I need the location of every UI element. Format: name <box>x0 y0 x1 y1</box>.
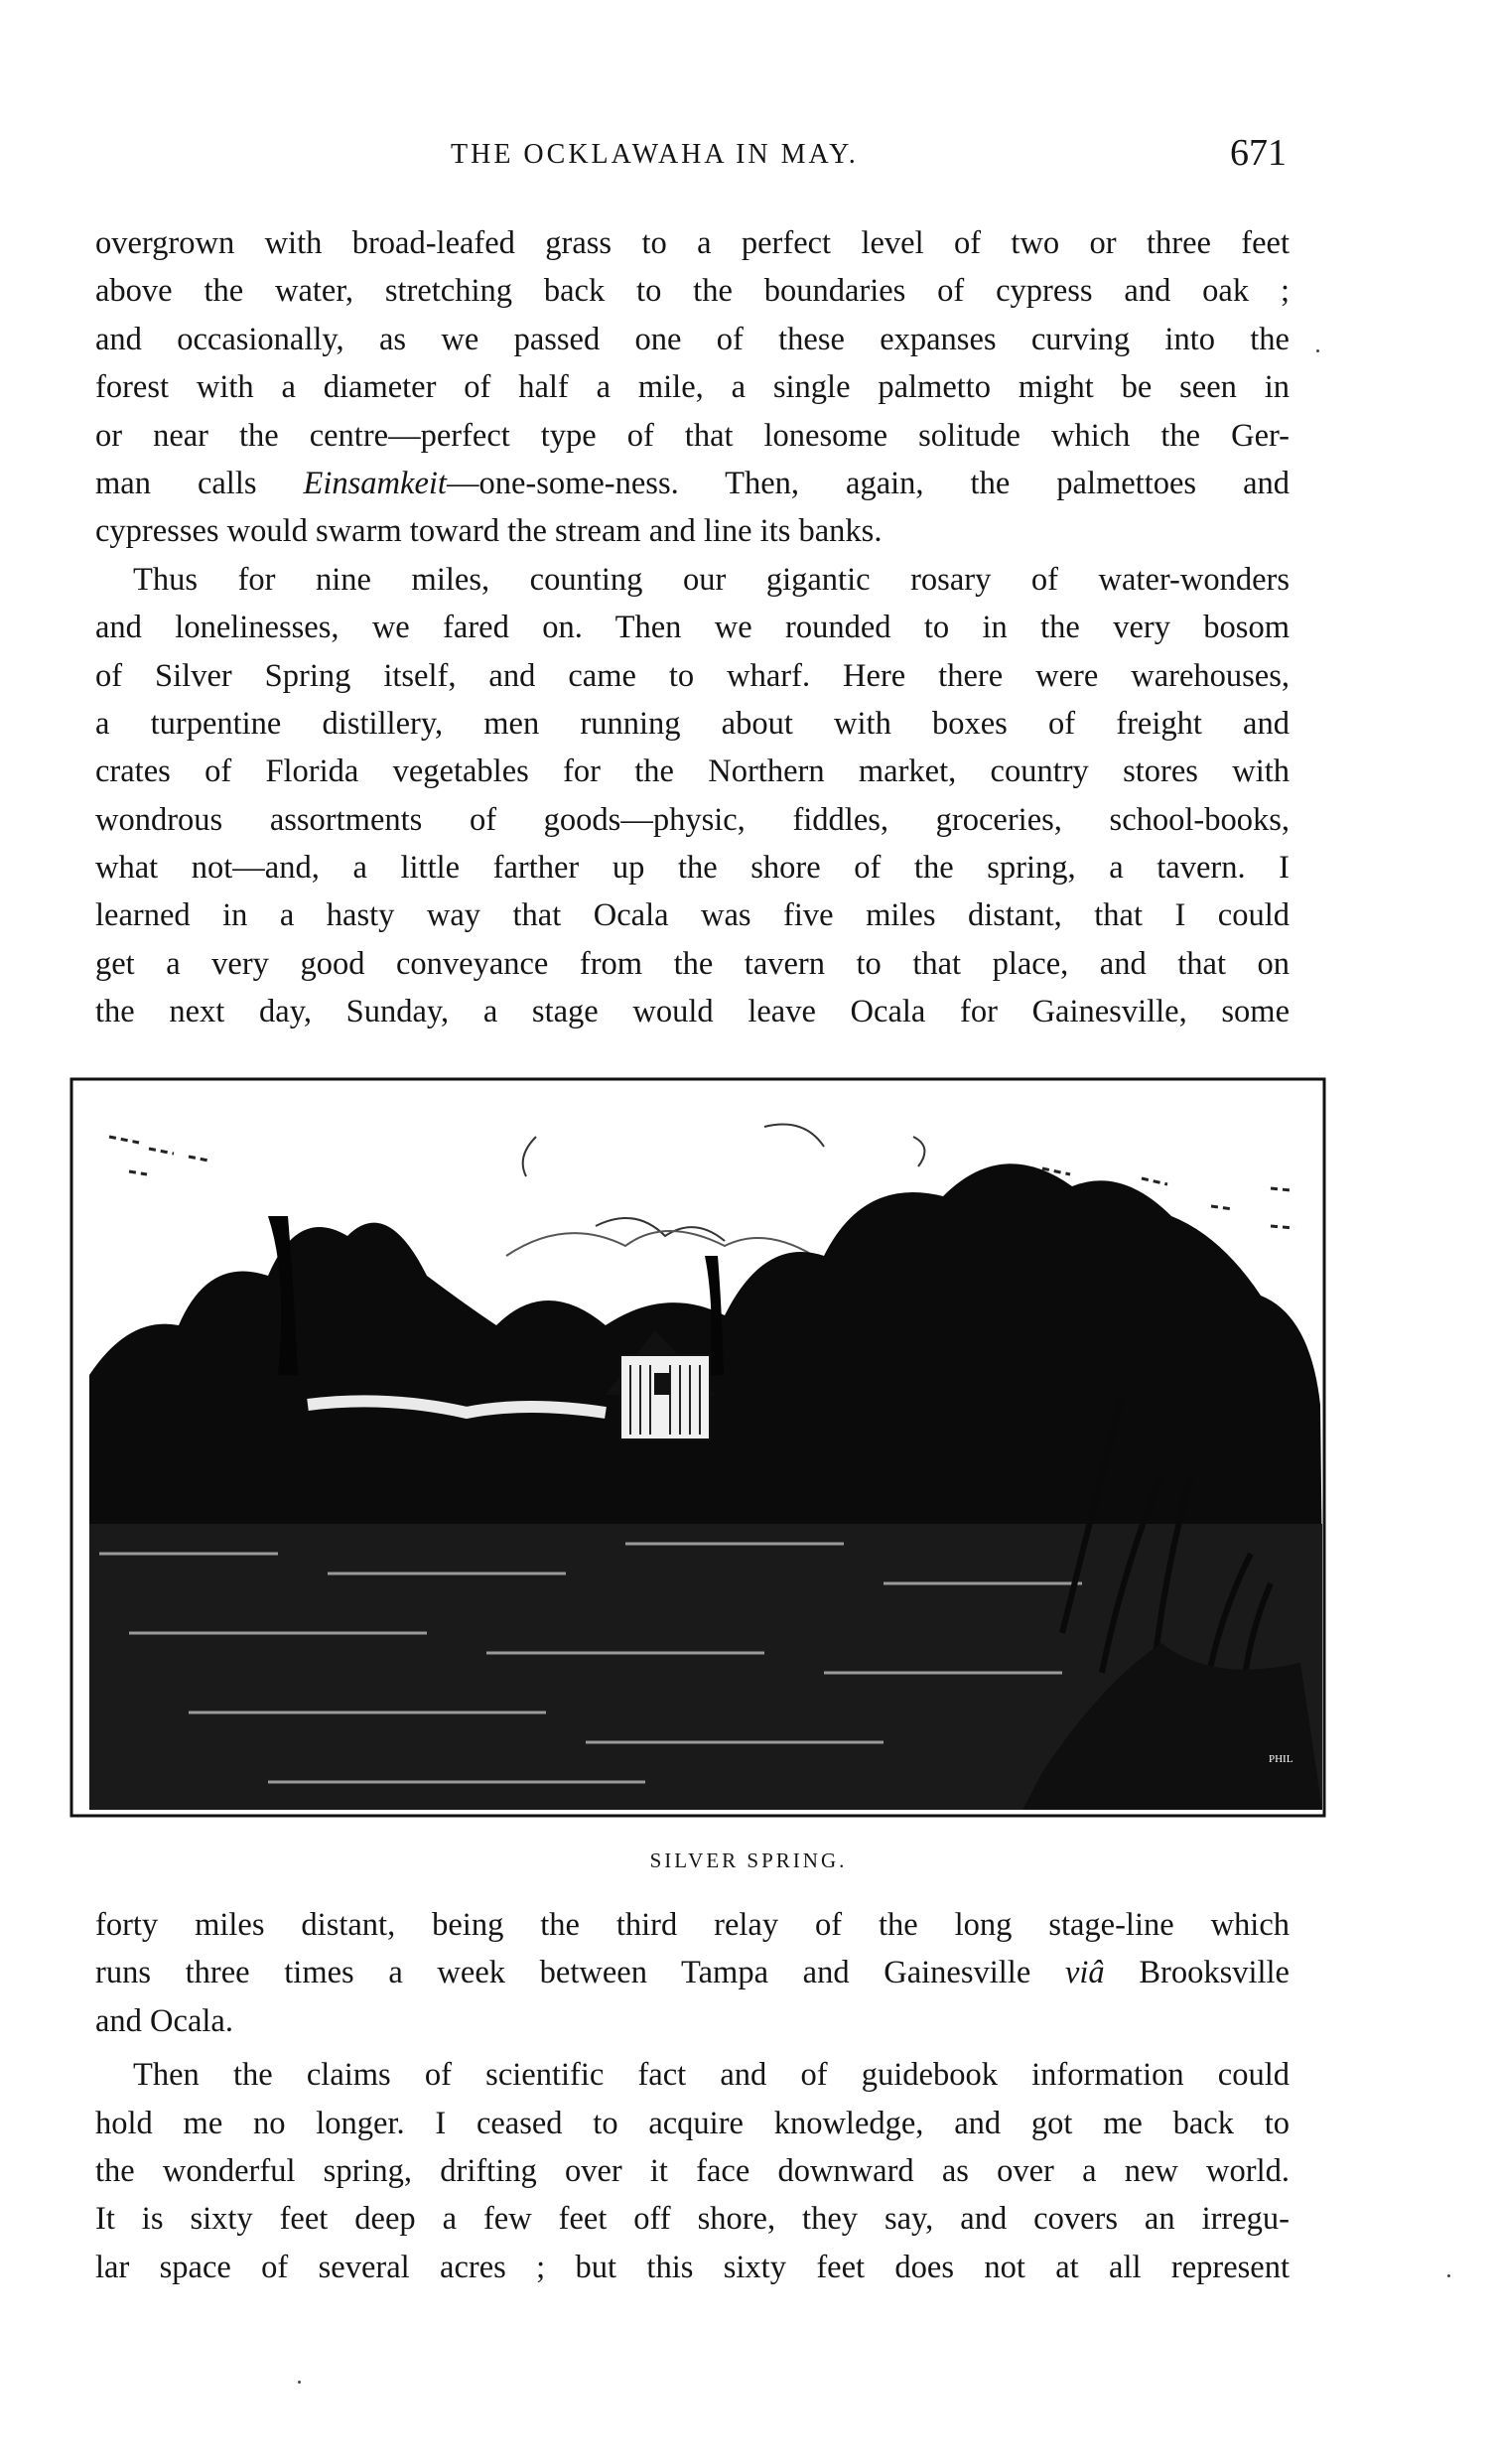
text-line: cypresses would swarm toward the stream and line its banks. <box>95 513 883 550</box>
text-line: lar space of several acres ; but this sixty feet does not at all represent <box>95 2249 1290 2285</box>
paper-speck <box>1316 349 1319 352</box>
text-line: hold me no longer. I ceased to acquire knowledge, and got me back to <box>95 2105 1290 2141</box>
illustration-caption: SILVER SPRING. <box>649 1848 848 1872</box>
text-line: crates of Florida vegetables for the Northern market, country stores with <box>95 753 1290 790</box>
body-text-top <box>95 219 1290 1036</box>
engraving-image <box>69 1077 1330 1820</box>
body-text-bottom <box>95 1901 1290 2291</box>
text-line: the wonderful spring, drifting over it face downward as over a new world. <box>95 2152 1290 2189</box>
text-line: forest with a diameter of half a mile, a single palmetto might be seen in <box>95 369 1290 406</box>
text-line: of Silver Spring itself, and came to wharf. Here there were warehouses, <box>95 657 1290 694</box>
running-head <box>95 131 1287 181</box>
paper-speck <box>1447 2274 1450 2277</box>
paper-speck <box>298 2381 301 2384</box>
text-line: the next day, Sunday, a stage would leave Ocala for Gainesville, some <box>95 994 1290 1030</box>
text-line: It is sixty feet deep a few feet off shore, they say, and covers an irregu- <box>95 2201 1290 2238</box>
text-line: wondrous assortments of goods—physic, fiddles, groceries, school-books, <box>95 801 1290 838</box>
text-line: above the water, stretching back to the boundaries of cypress and oak ; <box>95 273 1290 310</box>
page-number: 671 <box>1230 132 1287 174</box>
paragraph <box>95 556 1290 1036</box>
text-line: get a very good conveyance from the tavern to that place, and that on <box>95 945 1290 982</box>
text-line: and occasionally, as we passed one of these expanses curving into the <box>95 321 1290 357</box>
text-line: or near the centre—perfect type of that lonesome solitude which the Ger- <box>95 417 1290 454</box>
italic-word: viâ <box>1064 1955 1105 1991</box>
boathouse-window <box>654 1373 670 1395</box>
running-title: THE OCKLAWAHA IN MAY. <box>451 139 859 170</box>
engraver-signature: PHIL <box>1269 1753 1293 1765</box>
text-line-with-italic: man calls Einsamkeit—one-some-ness. Then, again, the palmettoes and <box>95 465 1290 501</box>
text-line-with-italic: runs three times a week between Tampa and Gainesville viâ Brooksville <box>95 1955 1290 1991</box>
text-line: and lonelinesses, we fared on. Then we rounded to in the very bosom <box>95 610 1290 646</box>
paragraph <box>95 2051 1290 2291</box>
text-line: overgrown with broad-leafed grass to a perfect level of two or three feet <box>95 225 1290 261</box>
text-line: Then the claims of scientific fact and of guidebook information could <box>133 2057 1290 2094</box>
text-line: learned in a hasty way that Ocala was five miles distant, that I could <box>95 897 1290 934</box>
text-line: what not—and, a little farther up the shore of the spring, a tavern. I <box>95 850 1290 887</box>
text-line: forty miles distant, being the third relay of the long stage-line which <box>95 1907 1290 1943</box>
engraving-illustration <box>69 1077 1330 1820</box>
text-line: a turpentine distillery, men running about with boxes of freight and <box>95 705 1290 742</box>
text-line: Thus for nine miles, counting our gigantic rosary of water-wonders <box>133 561 1290 598</box>
paragraph <box>95 1901 1290 2045</box>
paragraph <box>95 219 1290 556</box>
boathouse <box>620 1355 710 1439</box>
text-line: and Ocala. <box>95 2002 233 2039</box>
italic-word: Einsamkeit <box>303 465 447 501</box>
